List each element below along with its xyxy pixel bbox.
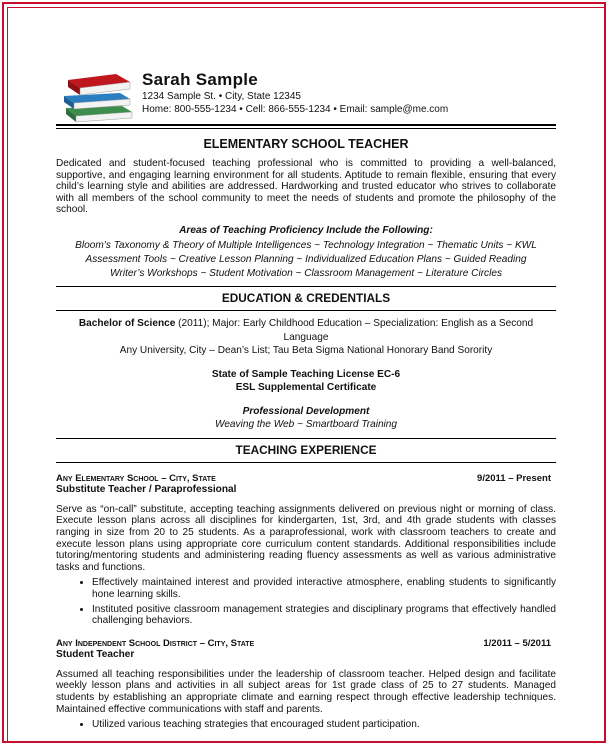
books-logo-icon [60,66,138,126]
resume-header [56,60,556,124]
job-bullet: • Utilized various teaching strategies that encouraged student participation. [92,719,556,731]
phone-email-line: Home: 800-555-1234 • Cell: 866-555-1234 • Email: sample@me.com [142,103,449,115]
section-divider [56,310,556,311]
job-role: Substitute Teacher / Paraprofessional [56,484,237,496]
job-dates: 1/2011 – 5/2011 [483,637,551,649]
pd-heading: Professional Development [242,405,370,417]
candidate-name: Sarah Sample [142,70,259,89]
certificate-line: ESL Supplemental Certificate [235,382,377,394]
job-employer: Any Independent School District – City, State [56,637,255,649]
experience-heading: TEACHING EXPERIENCE [235,442,377,457]
license-line: State of Sample Teaching License EC-6 [211,368,401,380]
proficiency-list [56,239,556,280]
proficiency-line: Assessment Tools ~ Creative Lesson Planning ~ Individualized Education Plans ~ Guided Reading [85,253,527,265]
school-line: Any University, City – Dean’s List; Tau Beta Sigma National Honorary Band Sorority [119,345,493,357]
job-bullet: • Effectively maintained interest and provided interactive atmosphere, enabling students to significantly hone learning skills. [92,577,556,600]
summary-paragraph: Dedicated and student-focused teaching professional who is committed to providing a well-balanced, supportive, and engaging learning environment for all students. Aptitude to remain flexible, ensuring that every child’s learning style and abilities are addressed. Hardworking and trusted educator who strives to collaborate with all members of the school community to meet the needs of students and promote the philosophy of the school. [56,158,556,216]
job-bullets [56,719,556,731]
job-entry [56,638,556,731]
section-divider [56,438,556,439]
job-description: Assumed all teaching responsibilities under the leadership of classroom teacher. Helped design and facilitate weekly lesson plans and activities in all subject areas for 1st grade class of 25 to 27 students. Managed students by establishing an appropriate climate and earning respect through effective leadership techniques. Maintained effective communications with staff and parents. [56,668,556,715]
job-bullet: • Instituted positive classroom management strategies and disciplinary programs that effectively handled challenging behaviors. [92,604,556,627]
degree-name: Bachelor of Science [78,318,176,330]
resume-title: ELEMENTARY SCHOOL TEACHER [203,137,409,151]
job-role: Student Teacher [56,649,135,661]
job-dates: 9/2011 – Present [477,472,551,484]
education-block [56,317,556,432]
education-heading: EDUCATION & CREDENTIALS [221,291,391,306]
resume-page [56,60,556,734]
job-description: Serve as “on-call” substitute, accepting teaching assignments delivered on previous night or morning of class. Execute lesson plans across all disciplines for kindergarten, 1st, 3rd, and 4th grade students with classes ranging in size from 20 to 25 students. As a paraprofessional, work with classroom teachers to create and execute lesson plans using appropriate core curriculum content standards. Additional responsibilities include tutoring/mentoring students and administering reading fluency assessments as well as various administrative tasks and functions. [56,503,556,573]
degree-line [56,317,556,344]
job-bullets [56,577,556,626]
job-header [56,638,556,650]
proficiency-line: Bloom’s Taxonomy & Theory of Multiple Intelligences ~ Technology Integration ~ Thematic Units ~ KWL [75,239,537,251]
job-header [56,473,556,485]
job-employer: Any Elementary School – City, State [56,472,216,484]
contact-block [142,91,448,116]
proficiency-line: Writer’s Workshops ~ Student Motivation ~ Classroom Management ~ Literature Circles [109,267,503,279]
proficiency-heading: Areas of Teaching Proficiency Include the Following: [179,224,433,236]
section-divider [56,286,556,287]
pd-items: Weaving the Web ~ Smartboard Training [214,419,398,431]
job-entry [56,473,556,627]
degree-details: (2011); Major: Early Childhood Education – Specialization: English as a Second Language [175,318,534,343]
address-line: 1234 Sample St. • City, State 12345 [142,91,301,102]
